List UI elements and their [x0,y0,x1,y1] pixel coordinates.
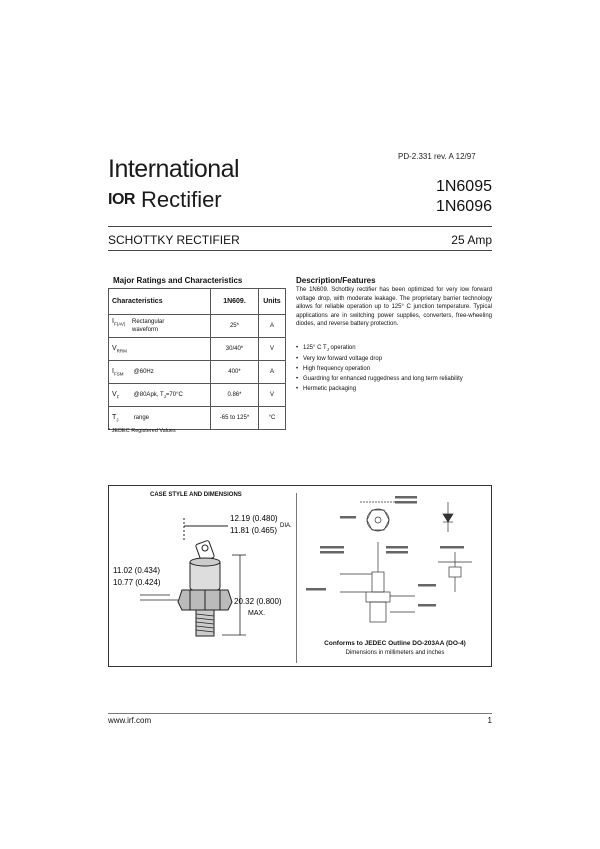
case-style-heading: CASE STYLE AND DIMENSIONS [150,492,242,498]
product-title: SCHOTTKY RECTIFIER [108,233,240,247]
table-row [109,407,286,430]
page-number: 1 [487,716,492,725]
title-rule [108,250,492,251]
characteristic-cell [109,384,211,407]
table-row [109,384,286,407]
company-logo-line1: International [108,155,240,183]
company-logo-line2 [108,187,222,213]
dim-left-2: 10.77 (0.424) [113,578,161,587]
footer-url[interactable]: www.irf.com [108,716,152,725]
dim-right-2: MAX. [248,610,266,617]
outline-drawing [300,492,490,637]
column-header: 1N609. [211,289,259,315]
symbol: $V_F$ [112,390,120,400]
ratings-heading: Major Ratings and Characteristics [113,276,243,285]
dimensions-note: Dimensions in millimeters and inches [345,650,445,656]
condition: @60Hz [133,368,154,375]
column-header: Units [258,289,285,315]
dim-top-suffix: DIA. [280,523,292,529]
part-number-2: 1N6096 [435,198,492,215]
characteristic-cell [109,315,211,338]
dim-right-1: 20.32 (0.800) [234,597,282,606]
dim-top-1: 12.19 (0.480) [230,514,278,523]
feature-list [296,345,492,396]
symbol: $I_{FSM}$ [112,367,124,377]
table-header-row [109,289,286,315]
unit-cell: V [258,338,285,361]
table-row [109,315,286,338]
company-logo-rectifier: Rectifier [140,187,222,212]
list-item: • 125° C $T_J$ operation [296,345,492,354]
characteristic-cell [109,407,211,430]
symbol: $I_{F(AV)}$ [112,318,126,327]
symbol: $V_{RRM}$ [112,344,127,354]
list-item: • Very low forward voltage drop [296,356,492,364]
condition: Rectangular waveform [132,319,165,333]
characteristic-cell [109,361,211,384]
value-cell: 0.86* [211,384,259,407]
table-row [109,361,286,384]
description-heading: Description/Features [296,276,376,285]
list-item: • Hermetic packaging [296,386,492,394]
stud-diode-drawing [110,500,294,665]
list-item: • Guardring for enhanced ruggedness and long term reliability [296,376,492,384]
value-cell: 30/40* [211,338,259,361]
jedec-footnote: * JEDEC Registered Values [108,428,176,434]
dim-left-1: 11.02 (0.434) [113,566,160,575]
symbol: $T_J$ [112,413,119,423]
unit-cell: °C [258,407,285,430]
unit-cell: A [258,315,285,338]
current-rating: 25 Amp [451,233,492,247]
footer-rule [108,713,492,714]
jedec-outline-note: Conforms to JEDEC Outline DO-203AA (DO-4) [324,640,466,647]
value-cell: -65 to 125* [211,407,259,430]
unit-cell: A [258,361,285,384]
description-text: The 1N609. Schottky rectifier has been optimized for very low forward voltage drop, with moderate leakage. The proprietary barrier technology allows for reliable operation up to 125° C junction temperature. Typical applications are in switching power supplies, converters, free-wheeling diodes, and reverse battery protection. [296,287,492,327]
ratings-table [108,288,286,430]
value-cell: 25* [211,315,259,338]
part-number-1: 1N6095 [435,178,492,195]
column-header: Characteristics [109,289,211,315]
document-reference: PD-2.331 rev. A 12/97 [398,152,476,161]
list-item: • High frequency operation [296,366,492,374]
condition: range [133,414,150,421]
characteristic-cell [109,338,211,361]
header-rule [108,226,492,227]
unit-cell: V [258,384,285,407]
table-row [109,338,286,361]
dim-top-2: 11.81 (0.465) [230,526,277,535]
ior-logo-mark: IOR [108,191,135,208]
case-divider [296,493,297,663]
condition: @80Apk, $T_J=70^\circ C$ [133,391,183,399]
value-cell: 400* [211,361,259,384]
